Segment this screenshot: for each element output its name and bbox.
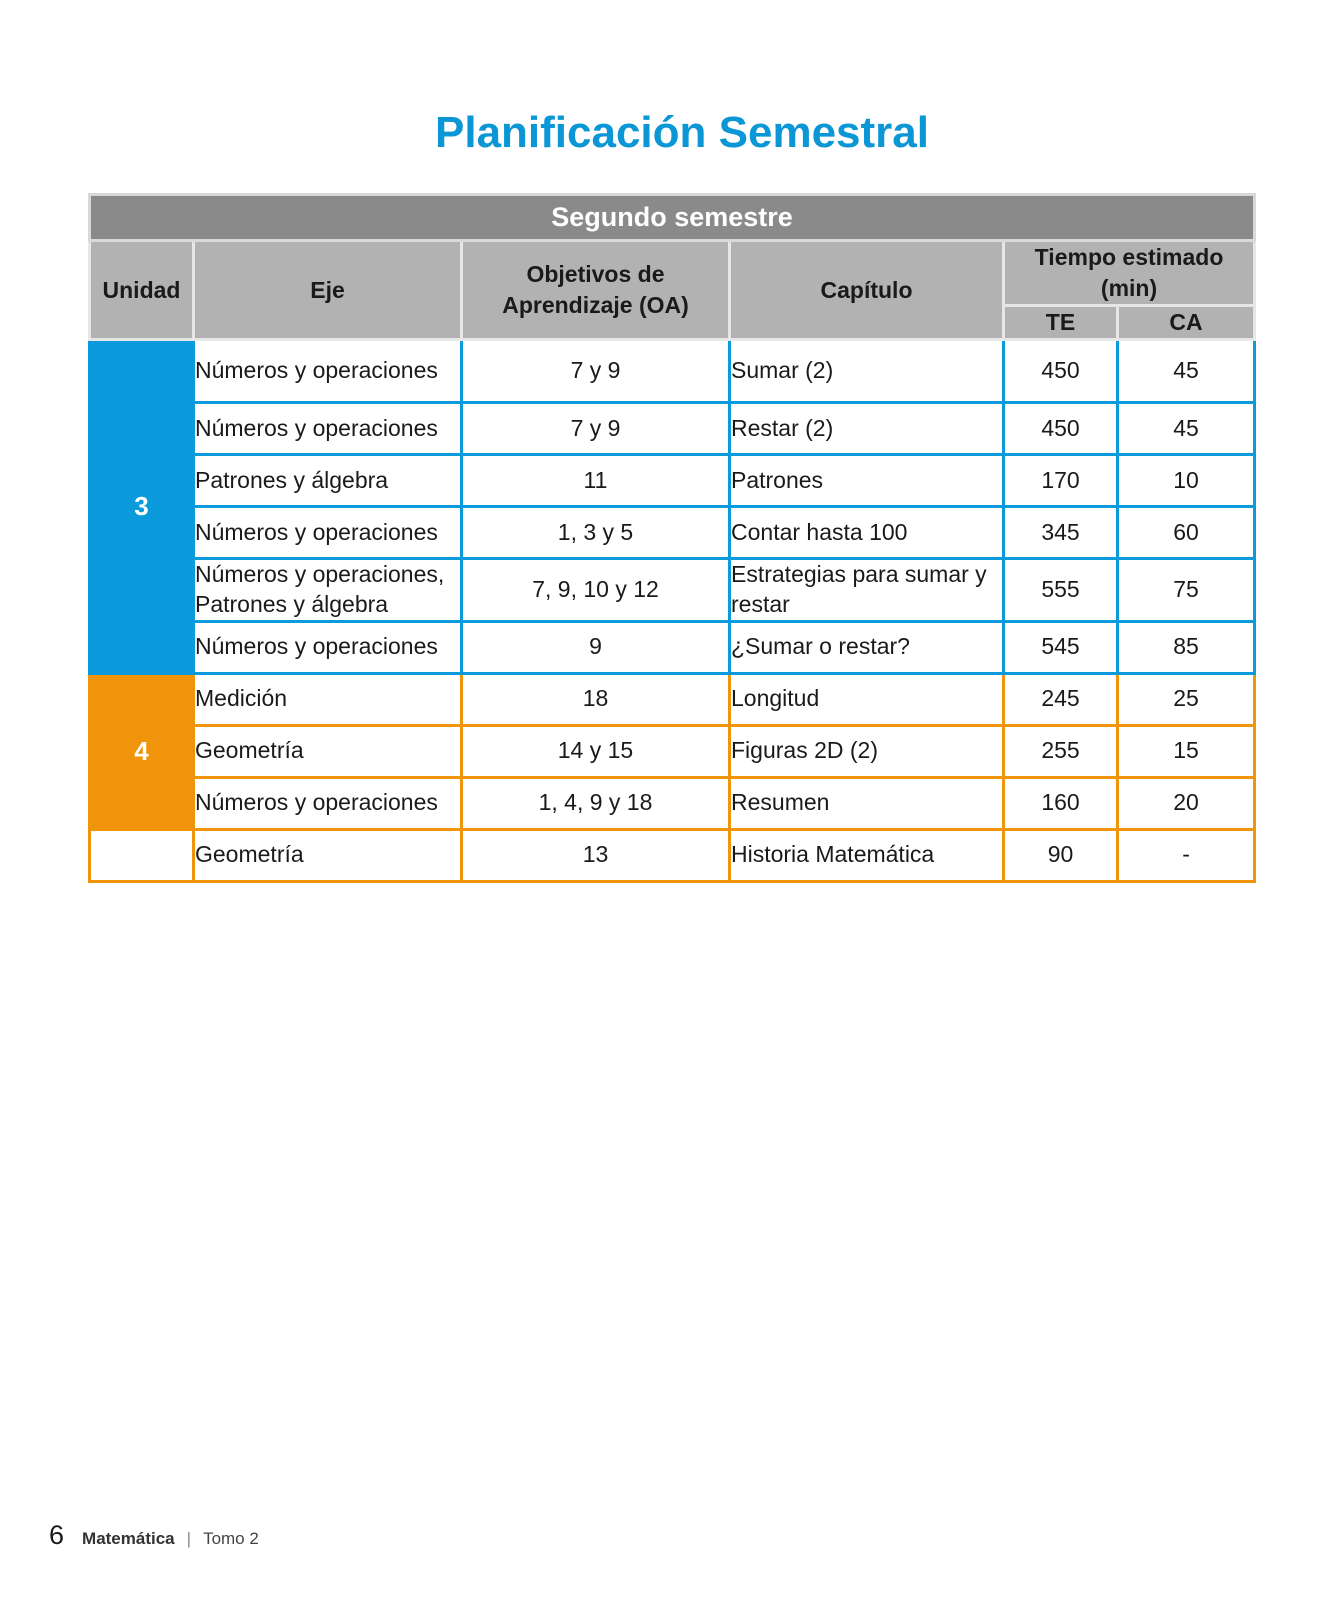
eje-cell: Números y operaciones (194, 403, 462, 455)
header-te: TE (1004, 306, 1118, 340)
eje-cell: Números y operaciones (194, 777, 462, 829)
semester-plan-table (88, 193, 1256, 883)
table-row (90, 725, 1255, 777)
header-eje: Eje (194, 241, 462, 340)
eje-cell: Medición (194, 673, 462, 725)
table-row (90, 340, 1255, 403)
eje-cell: Números y operaciones, Patrones y álgebra (194, 559, 462, 622)
eje-cell: Números y operaciones (194, 507, 462, 559)
unit-4-cell: 4 (90, 673, 194, 829)
capitulo-cell: Figuras 2D (2) (730, 725, 1004, 777)
te-cell: 245 (1004, 673, 1118, 725)
oa-cell: 18 (462, 673, 730, 725)
ca-cell: 45 (1118, 340, 1255, 403)
te-cell: 160 (1004, 777, 1118, 829)
page-number: 6 (49, 1520, 65, 1550)
footer-separator: | (186, 1529, 192, 1548)
eje-cell: Números y operaciones (194, 621, 462, 673)
header-ca: CA (1118, 306, 1255, 340)
table-row (90, 673, 1255, 725)
oa-cell: 13 (462, 829, 730, 881)
header-tiempo: Tiempo estimado (min) (1004, 241, 1255, 306)
ca-cell: 15 (1118, 725, 1255, 777)
te-cell: 90 (1004, 829, 1118, 881)
te-cell: 450 (1004, 403, 1118, 455)
capitulo-cell: Estrategias para sumar y restar (730, 559, 1004, 622)
unit-empty-cell (90, 829, 194, 881)
capitulo-cell: Historia Matemática (730, 829, 1004, 881)
table-row (90, 559, 1255, 622)
ca-cell: 45 (1118, 403, 1255, 455)
oa-cell: 1, 4, 9 y 18 (462, 777, 730, 829)
ca-cell: 10 (1118, 455, 1255, 507)
te-cell: 555 (1004, 559, 1118, 622)
oa-cell: 11 (462, 455, 730, 507)
te-cell: 345 (1004, 507, 1118, 559)
capitulo-cell: Sumar (2) (730, 340, 1004, 403)
te-cell: 170 (1004, 455, 1118, 507)
capitulo-cell: Restar (2) (730, 403, 1004, 455)
capitulo-cell: Resumen (730, 777, 1004, 829)
ca-cell: 75 (1118, 559, 1255, 622)
oa-cell: 7 y 9 (462, 340, 730, 403)
oa-cell: 14 y 15 (462, 725, 730, 777)
eje-cell: Geometría (194, 725, 462, 777)
ca-cell: 60 (1118, 507, 1255, 559)
header-capitulo: Capítulo (730, 241, 1004, 340)
ca-cell: - (1118, 829, 1255, 881)
capitulo-cell: Contar hasta 100 (730, 507, 1004, 559)
capitulo-cell: ¿Sumar o restar? (730, 621, 1004, 673)
footer-subject: Matemática (82, 1529, 175, 1548)
table-row (90, 455, 1255, 507)
header-unidad: Unidad (90, 241, 194, 340)
unit-3-cell: 3 (90, 340, 194, 674)
table-row (90, 829, 1255, 881)
table-row (90, 507, 1255, 559)
capitulo-cell: Patrones (730, 455, 1004, 507)
page-title: Planificación Semestral (435, 108, 929, 157)
ca-cell: 25 (1118, 673, 1255, 725)
eje-cell: Geometría (194, 829, 462, 881)
te-cell: 255 (1004, 725, 1118, 777)
te-cell: 450 (1004, 340, 1118, 403)
page-footer (49, 1520, 259, 1551)
semester-header: Segundo semestre (90, 195, 1255, 241)
ca-cell: 20 (1118, 777, 1255, 829)
oa-cell: 7, 9, 10 y 12 (462, 559, 730, 622)
eje-cell: Números y operaciones (194, 340, 462, 403)
eje-cell: Patrones y álgebra (194, 455, 462, 507)
oa-cell: 7 y 9 (462, 403, 730, 455)
table-row (90, 403, 1255, 455)
footer-volume: Tomo 2 (203, 1529, 259, 1548)
te-cell: 545 (1004, 621, 1118, 673)
table-row (90, 777, 1255, 829)
ca-cell: 85 (1118, 621, 1255, 673)
oa-cell: 9 (462, 621, 730, 673)
table-row (90, 621, 1255, 673)
header-oa: Objetivos de Aprendizaje (OA) (462, 241, 730, 340)
capitulo-cell: Longitud (730, 673, 1004, 725)
oa-cell: 1, 3 y 5 (462, 507, 730, 559)
